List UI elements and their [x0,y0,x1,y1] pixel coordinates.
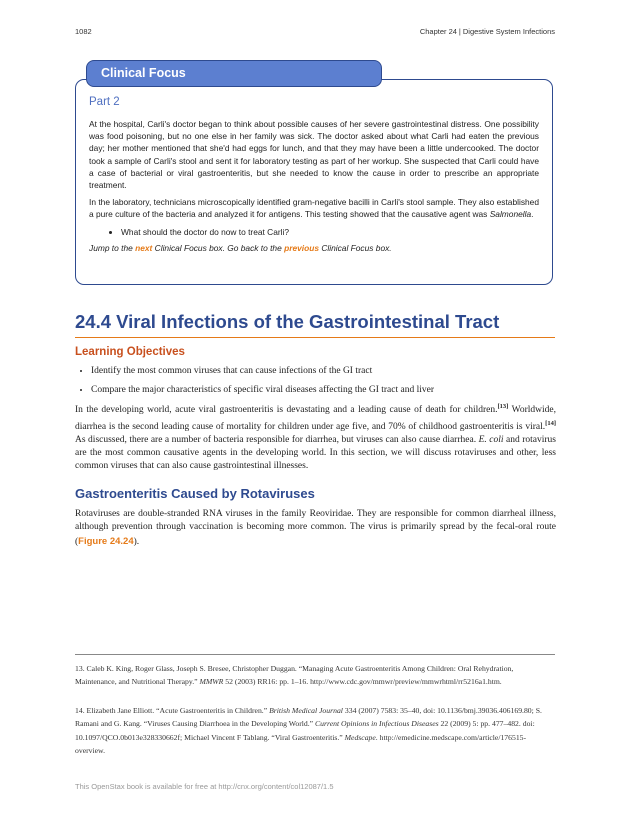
journal-title: Medscape [344,732,376,742]
clinical-focus-part: Part 2 [89,96,120,108]
learning-objectives-heading: Learning Objectives [75,346,185,358]
page-footer: This OpenStax book is available for free at http://cnx.org/content/col12087/1.5 [75,782,334,791]
text-run: Clinical Focus box. Go back to the [152,242,285,253]
citation-14[interactable]: [14] [545,420,556,428]
question-list [89,226,539,238]
text-run: Worldwide, diarrhea is the second leading cause of mortality for children under age five, and 70% of childhood gastroenteritis is viral. [75,405,556,433]
journal-title: British Medical Journal [269,706,343,715]
text-run: As discussed, there are a number of bacteria responsible for diarrhea, but viruses can also cause diarrhea. [75,435,479,446]
text-run: ). [133,536,140,547]
text-run: Clinical Focus box. [319,242,392,253]
footnote-14 [75,704,545,757]
footnote-13 [75,662,545,689]
text-run: 52 (2003) RR16: pp. 1–16. http://www.cdc.gov/mmwr/preview/mmwrhtml/rr5216a1.htm. [223,677,502,687]
figure-link[interactable]: Figure 24.24 [78,535,134,547]
clinical-focus-paragraph [89,196,539,220]
intro-paragraph [75,400,556,473]
objective-item: • Identify the most common viruses that can cause infections of the GI tract [91,362,561,381]
text-run: 22 (2009) 5: pp. 477–482. doi: 10.1097/QCO.0b013e328330662f; Michael Vincent F Tablang. “Viral Gastroenteritis.” [75,719,535,742]
clinical-focus-title: Clinical Focus [86,60,382,87]
journal-title: Current Opinions in Infectious Diseases [315,719,439,729]
page-number: 1082 [75,27,92,36]
citation-13[interactable]: [13] [497,403,509,410]
chapter-label: Chapter 24 [419,27,457,36]
learning-objectives-list [75,362,561,400]
text-run: . http://emedicine.medscape.com/article/176515-overview. [75,732,527,755]
running-header [420,27,555,36]
previous-link[interactable]: previous [284,242,319,253]
text-run: Jump to the [89,242,136,253]
text-run: . [531,209,534,220]
section-title: 24.4 Viral Infections of the Gastrointestinal Tract [75,311,555,338]
organism-name: Salmonella [489,209,532,220]
objective-item: • Compare the major characteristics of specific viral diseases affecting the GI tract and liver [91,381,561,400]
rotavirus-paragraph [75,508,556,549]
clinical-focus-navigation [89,242,539,254]
question-item: • What should the doctor do now to treat Carli? [121,226,539,238]
text-run: In the laboratory, technicians microscopically identified gram-negative bacilli in Carli's stool sample. They also established a pure culture of the bacteria and analyzed it for antigens. This testing showed that the causative agent was [89,197,539,220]
text-run: In the developing world, acute viral gastroenteritis is devastating and a leading cause of death for children. [75,405,498,416]
chapter-title: Digestive System Infections [462,27,555,36]
text-run: and rotavirus are the most common causative agents in the developing world. In this section, we will discuss rotaviruses and other, less common viruses that can also cause gastrointestinal illnesses. [75,435,556,472]
clinical-focus-paragraph: At the hospital, Carli's doctor began to think about possible causes of her severe gastrointestinal distress. One possibility was food poisoning, but no one else in her family was sick. The doctor asked about what Carli had eaten the previous day; her mother mentioned that she'd had eggs for lunch, and that they may have been a little undercooked. The doctor took a sample of Carli's stool and sent it for laboratory testing as part of her workup. She suspected that Carli could have a case of bacterial or viral gastroenteritis, but she needed to know the cause in order to prescribe an appropriate treatment. [89,119,539,191]
header-separator: | [458,27,461,36]
text-run: 13. Caleb K. King, Roger Glass, Joseph S. Bresee, Christopher Duggan. “Managing Acute Gastroenteritis Among Children: Oral Rehydration, Maintenance, and Nutritional Therapy.” [75,664,514,687]
journal-title: MMWR [199,677,224,687]
footnote-divider [75,654,555,655]
text-run: 14. Elizabeth Jane Elliott. “Acute Gastroenteritis in Children.” [75,706,270,715]
text-run: 334 (2007) 7583: 35–40, doi: 10.1136/bmj.39036.406169.80; S. Ramani and G. Kang. “Viruses Causing Diarrhoea in the Developing World.” [75,706,542,729]
next-link[interactable]: next [135,242,153,253]
organism-name: E. coli [478,435,504,446]
text-run: Rotaviruses are double-stranded RNA viruses in the family Reoviridae. They are responsible for common diarrheal illness, although prevention through vaccination is becoming more common. The virus is primarily spread by the fecal-oral route ( [75,509,556,547]
subsection-heading: Gastroenteritis Caused by Rotaviruses [75,486,315,501]
clinical-focus-body [89,118,539,259]
